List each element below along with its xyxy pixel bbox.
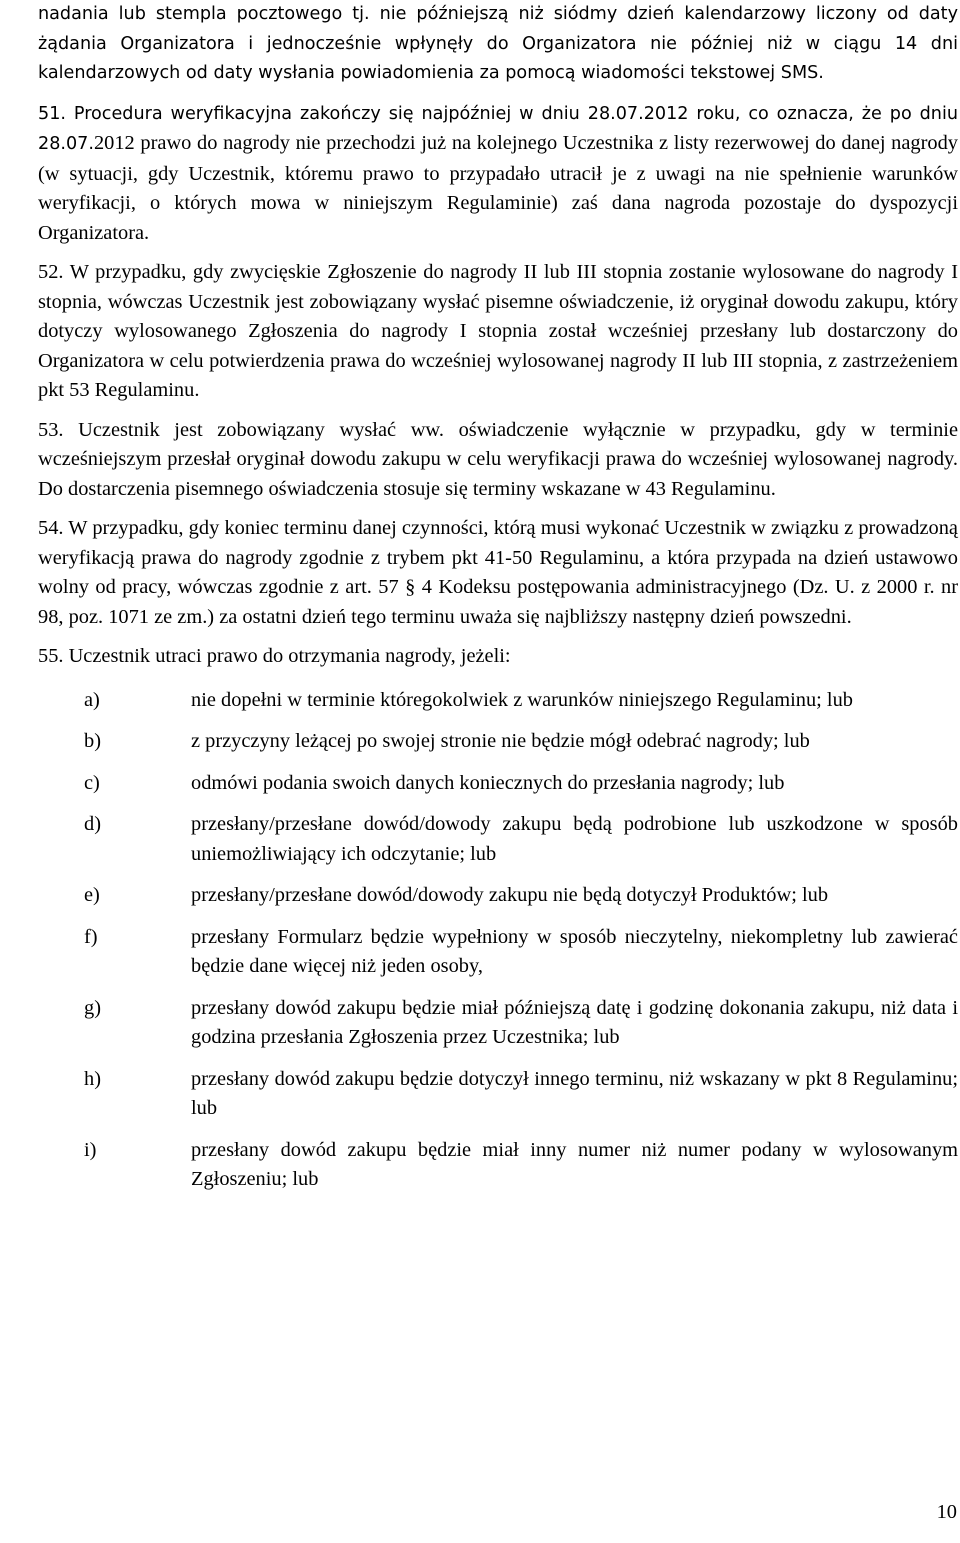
list-item — [38, 727, 958, 757]
list-item-label: e) — [84, 884, 100, 906]
page-number: 10 — [936, 1501, 957, 1523]
list-item — [38, 686, 958, 716]
document-page — [38, 0, 958, 1207]
list-item-text: nie dopełni w terminie któregokolwiek z warunków niniejszego Regulaminu; lub — [191, 688, 853, 711]
list-item-label: f) — [84, 925, 98, 948]
list-item-text: przesłany dowód zakupu będzie miał późniejszą datę i godzinę dokonania zakupu, niż data i godzina przesłania Zgłoszenia przez Uczestnika; lub — [191, 996, 958, 1048]
paragraph-51 — [38, 99, 958, 249]
paragraph-54: 54. W przypadku, gdy koniec terminu danej czynności, którą musi wykonać Uczestnik w związku z prowadzoną weryfikacją prawa do nagrody zgodnie z trybem pkt 41-50 Regulaminu, a która przypada na dzień ustawowo wolny od pracy, wówczas zgodnie z art. 57 § 4 Kodeksu postępowania administracyjnego (Dz. U. z 2000 r. nr 98, poz. 1071 ze zm.) za ostatni dzień tego terminu uważa się najbliższy następny dzień powszedni. — [38, 517, 958, 628]
list-item-label: a) — [84, 688, 100, 711]
paragraph-53: 53. Uczestnik jest zobowiązany wysłać ww. oświadczenie wyłącznie w przypadku, gdy w terminie wcześniejszym przesłał oryginał dowodu zakupu w celu weryfikacji prawa do wcześniej wylosowanej nagrody. Do dostarczenia pisemnego oświadczenia stosuje się terminy wskazane w 43 Regulaminu. — [38, 418, 958, 500]
list-item-label: g) — [84, 996, 101, 1019]
list-item-label: d) — [84, 813, 101, 835]
list-item — [38, 769, 958, 799]
paragraph-51-serif-part: 2012 prawo do nagrody nie przechodzi już na kolejnego Uczestnika z listy rezerwowej do danej nagrody (w sytuacji, gdy Uczestnik, któremu prawo to przypadało utracił je z uwagi na nie spełnienie warunków weryfikacji, o których mowa w niniejszym Regulaminie) zaś dana nagroda pozostaje do dyspozycji Organizatora. — [38, 132, 958, 244]
list-item — [38, 810, 958, 869]
list-item-text: z przyczyny leżącej po swojej stronie nie będzie mógł odebrać nagrody; lub — [191, 730, 810, 752]
list-item-text: przesłany dowód zakupu będzie dotyczył innego terminu, niż wskazany w pkt 8 Regulaminu; lub — [191, 1067, 958, 1119]
list-item-text: przesłany/przesłane dowód/dowody zakupu nie będą dotyczył Produktów; lub — [191, 884, 829, 906]
disqualification-list — [38, 686, 958, 1195]
paragraph-52: 52. W przypadku, gdy zwycięskie Zgłoszenie do nagrody II lub III stopnia zostanie wylosowane do nagrody I stopnia, wówczas Uczestnik jest zobowiązany wysłać pisemne oświadczenie, iż oryginał dowodu zakupu, który dotyczy wylosowanego Zgłoszenia do nagrody I stopnia został wcześniej przesłany lub dostarczony do Organizatora w celu potwierdzenia prawa do wcześniej wylosowanej nagrody II lub III stopnia, z zastrzeżeniem pkt 53 Regulaminu. — [38, 261, 958, 401]
paragraph-55: 55. Uczestnik utraci prawo do otrzymania nagrody, jeżeli: — [38, 645, 511, 667]
list-item — [38, 1065, 958, 1124]
list-item-text: przesłany Formularz będzie wypełniony w sposób nieczytelny, niekompletny lub zawierać będzie dane więcej niż jeden osoby, — [191, 925, 958, 977]
list-item — [38, 881, 958, 911]
list-item-label: i) — [84, 1138, 97, 1161]
list-item-label: c) — [84, 771, 100, 794]
list-item-text: odmówi podania swoich danych koniecznych do przesłania nagrody; lub — [191, 771, 785, 794]
list-item-text: przesłany/przesłane dowód/dowody zakupu będą podrobione lub uszkodzone w sposób uniemożliwiający ich odczytanie; lub — [191, 813, 958, 865]
list-item — [38, 1136, 958, 1195]
list-item-label: b) — [84, 730, 101, 752]
list-item — [38, 923, 958, 982]
list-item-label: h) — [84, 1067, 101, 1090]
paragraph-50-continuation: nadania lub stempla pocztowego tj. nie późniejszą niż siódmy dzień kalendarzowy liczony od daty żądania Organizatora i jednocześnie wpłynęły do Organizatora nie później niż w ciągu 14 dni kalendarzowych od daty wysłania powiadomienia za pomocą wiadomości tekstowej SMS. — [38, 4, 958, 83]
list-item-text: przesłany dowód zakupu będzie miał inny numer niż numer podany w wylosowanym Zgłoszeniu; lub — [191, 1138, 958, 1190]
paragraph-51-sans-part: 51. Procedura weryfikacyjna zakończy się najpóźniej w dniu 28.07.2012 roku, co oznacza, że po dniu 28.07. — [38, 103, 958, 154]
list-item — [38, 994, 958, 1053]
